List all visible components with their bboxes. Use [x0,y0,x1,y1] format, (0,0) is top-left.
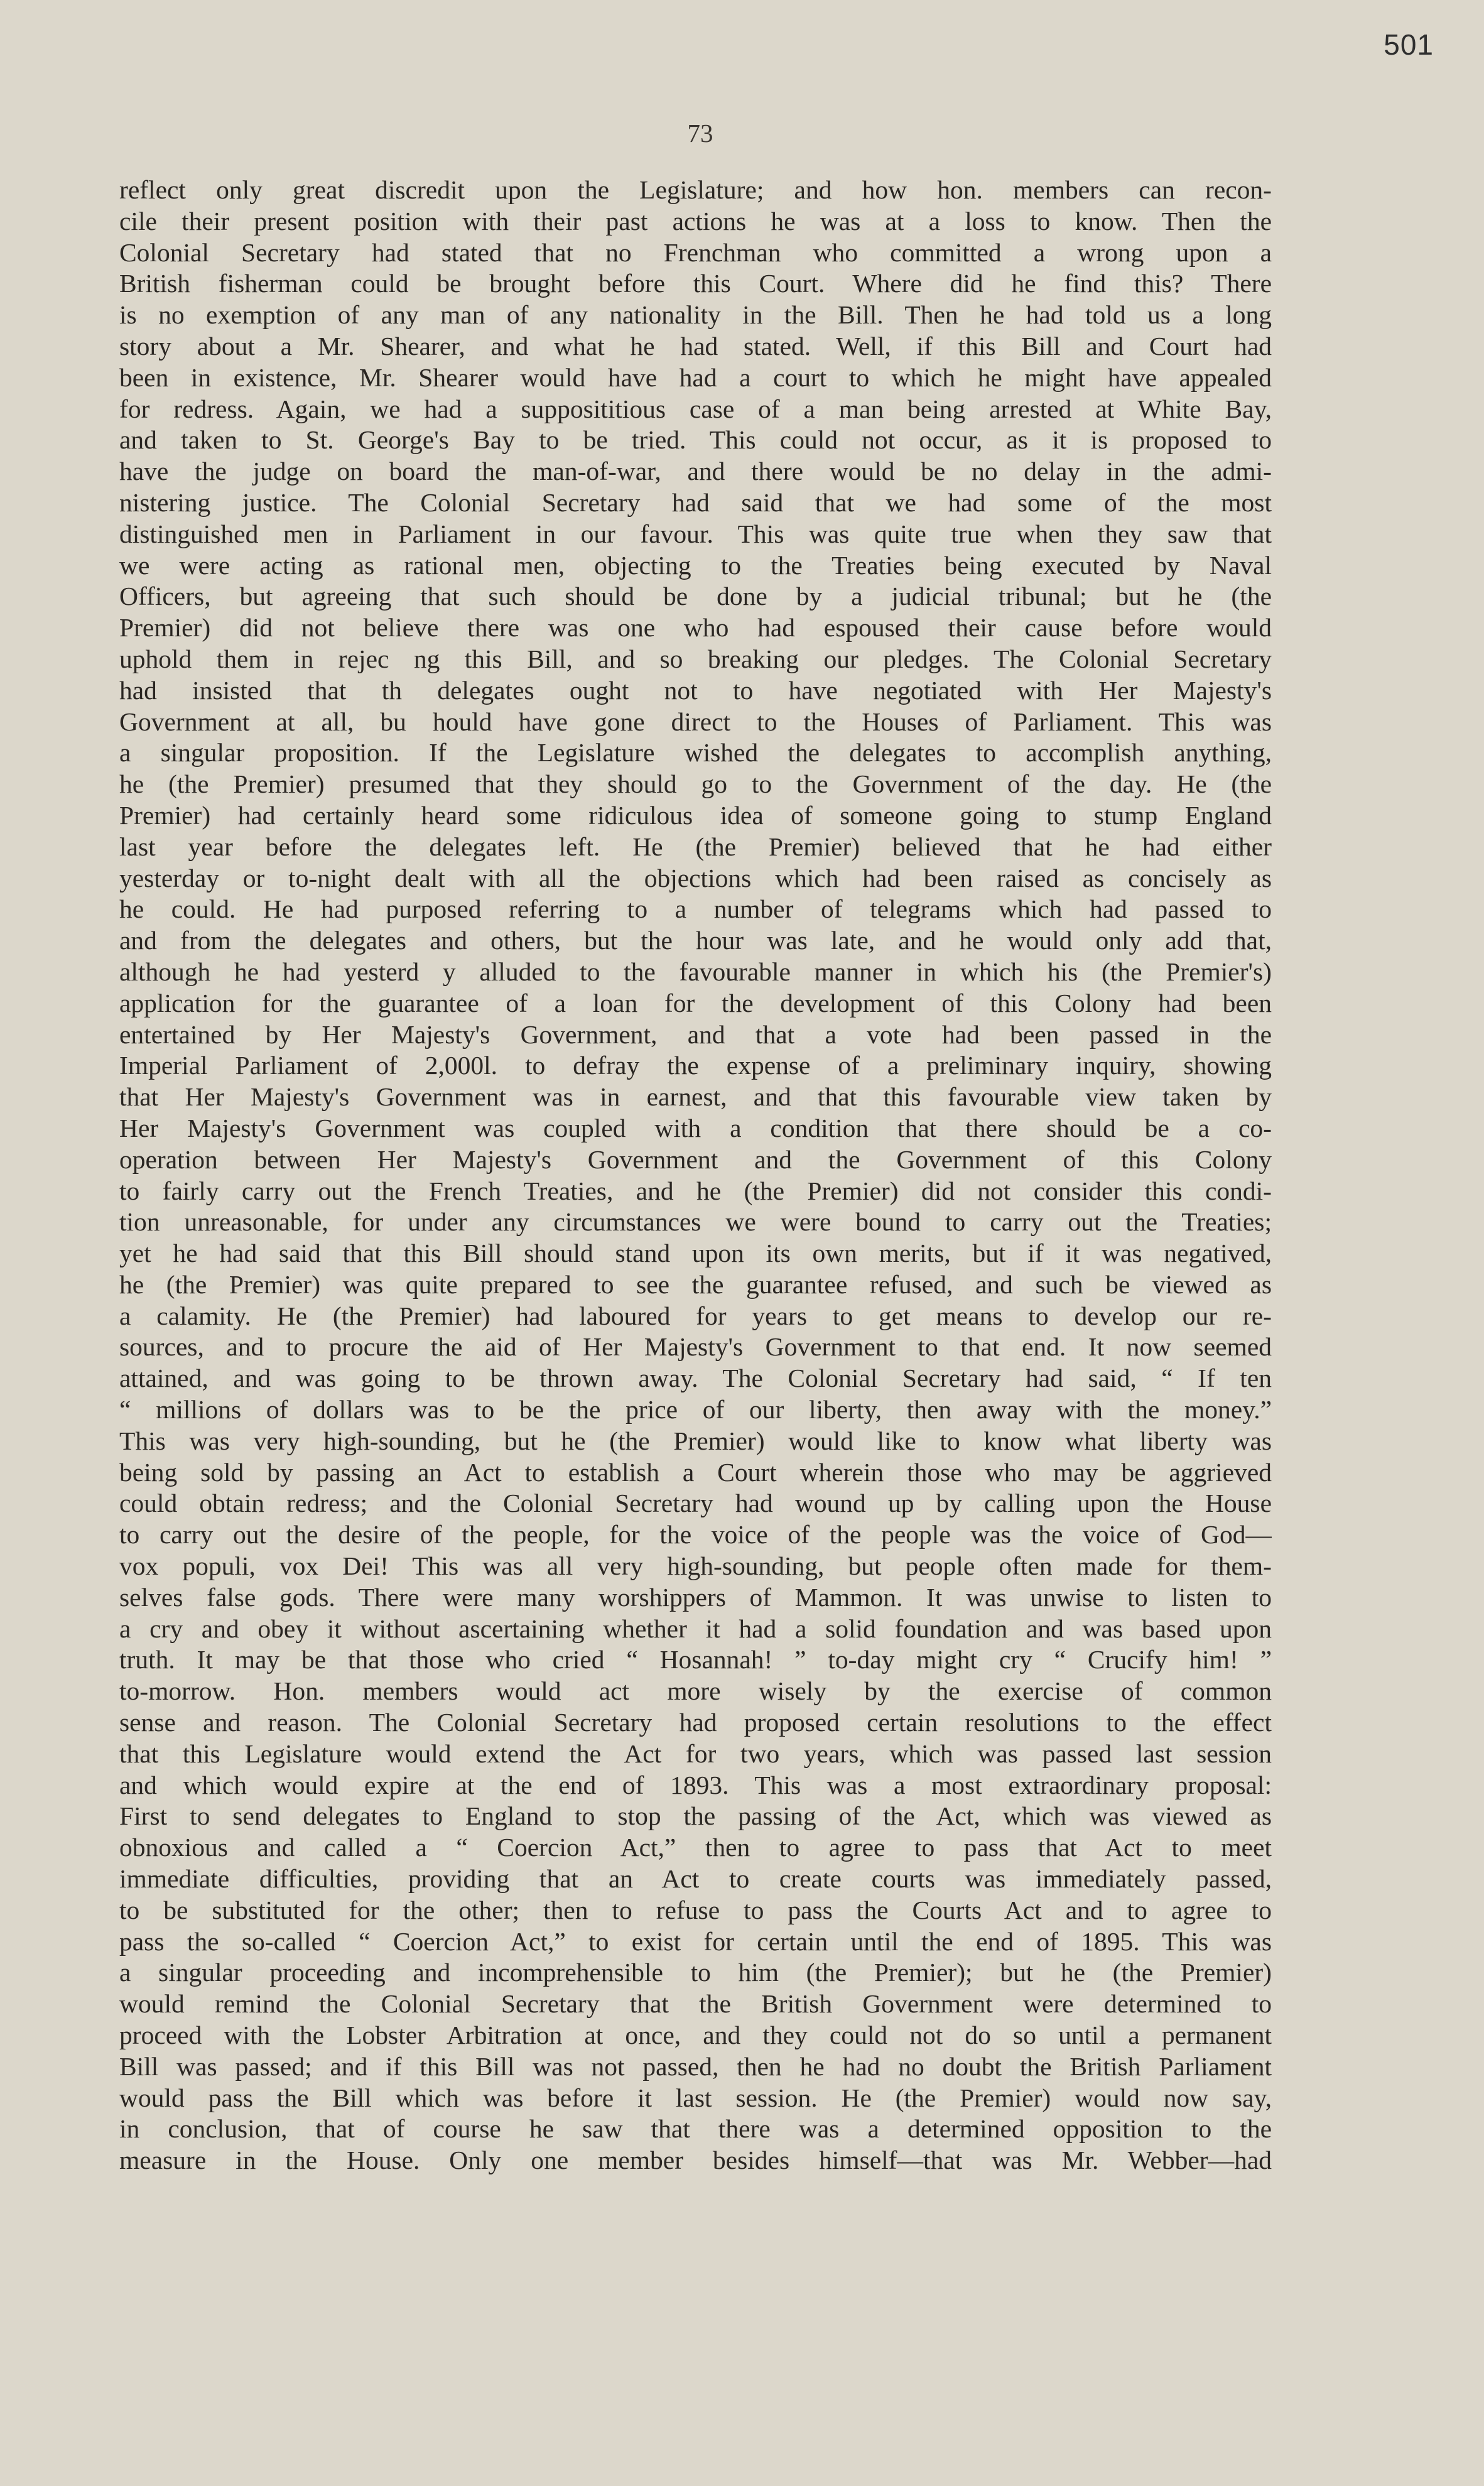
text-line: although he had yesterd y alluded to the favourable manner in which his (the Premier's) [119,957,1272,986]
text-line: that Her Majesty's Government was in earnest, and that this favourable view taken by [119,1082,1272,1112]
text-line: nistering justice. The Colonial Secretary had said that we had some of the most [119,487,1272,517]
text-line: obnoxious and called a “ Coercion Act,” then to agree to pass that Act to meet [119,1833,1272,1862]
text-line: measure in the House. Only one member besides himself—that was Mr. Webber—had [119,2146,1272,2175]
text-line: attained, and was going to be thrown away. The Colonial Secretary had said, “ If ten [119,1364,1272,1393]
text-line: Government at all, bu hould have gone direct to the Houses of Parliament. This was [119,707,1272,736]
text-line: British fisherman could be brought before this Court. Where did he find this? There [119,269,1272,298]
text-line: Colonial Secretary had stated that no Frenchman who committed a wrong upon a [119,237,1272,267]
text-line: This was very high-sounding, but he (the Premier) would like to know what liberty was [119,1426,1272,1455]
text-line: and which would expire at the end of 1893. This was a most extraordinary proposal: [119,1770,1272,1799]
text-line: he (the Premier) was quite prepared to see the guarantee refused, and such be viewed as [119,1269,1272,1299]
text-line: tion unreasonable, for under any circumstances we were bound to carry out the Treaties; [119,1207,1272,1237]
text-line: yet he had said that this Bill should stand upon its own merits, but if it was negatived, [119,1239,1272,1268]
text-line: is no exemption of any man of any nationality in the Bill. Then he had told us a long [119,300,1272,330]
text-line: application for the guarantee of a loan for the development of this Colony had been [119,988,1272,1018]
text-line: distinguished men in Parliament in our favour. This was quite true when they saw that [119,519,1272,548]
text-line: in conclusion, that of course he saw that there was a determined opposition to the [119,2114,1272,2144]
text-line: truth. It may be that those who cried “ Hosannah! ” to-day might cry “ Crucify him! ” [119,1645,1272,1675]
text-line: sources, and to procure the aid of Her Majesty's Government to that end. It now seemed [119,1332,1272,1362]
text-line: “ millions of dollars was to be the price of our liberty, then away with the money.” [119,1395,1272,1425]
text-line: entertained by Her Majesty's Government, and that a vote had been passed in the [119,1019,1272,1049]
text-line: last year before the delegates left. He (the Premier) believed that he had either [119,832,1272,861]
text-line: cile their present position with their past actions he was at a loss to know. Then the [119,206,1272,236]
text-line: vox populi, vox Dei! This was all very high-sounding, but people often made for them- [119,1551,1272,1581]
text-line: sense and reason. The Colonial Secretary had proposed certain resolutions to the effect [119,1708,1272,1737]
text-line: operation between Her Majesty's Government and the Government of this Colony [119,1144,1272,1174]
text-line: had insisted that th delegates ought not to have negotiated with Her Majesty's [119,675,1272,705]
text-line: a singular proposition. If the Legislature wished the delegates to accomplish anything, [119,738,1272,768]
text-line: reflect only great discredit upon the Legislature; and how hon. members can recon- [119,175,1272,204]
text-line: a calamity. He (the Premier) had laboured for years to get means to develop our re- [119,1301,1272,1330]
text-line: Premier) had certainly heard some ridiculous idea of someone going to stump England [119,800,1272,830]
text-line: for redress. Again, we had a supposititious case of a man being arrested at White Bay, [119,394,1272,423]
text-line: immediate difficulties, providing that an Act to create courts was immediately passed, [119,1864,1272,1894]
text-line: Her Majesty's Government was coupled with a condition that there should be a co- [119,1113,1272,1143]
text-line: a singular proceeding and incomprehensible to him (the Premier); but he (the Premier) [119,1958,1272,1987]
text-line: yesterday or to-night dealt with all the objections which had been raised as concisely as [119,863,1272,893]
text-line: Premier) did not believe there was one who had espoused their cause before would [119,613,1272,643]
text-line: a cry and obey it without ascertaining whether it had a solid foundation and was based upon [119,1614,1272,1643]
text-line: could obtain redress; and the Colonial Secretary had wound up by calling upon the House [119,1489,1272,1518]
text-line: story about a Mr. Shearer, and what he had stated. Well, if this Bill and Court had [119,331,1272,361]
text-line: Bill was passed; and if this Bill was not passed, then he had no doubt the British Parliament [119,2051,1272,2081]
body-text [119,175,1272,2176]
text-line: Officers, but agreeing that such should be done by a judicial tribunal; but he (the [119,582,1272,611]
text-line: have the judge on board the man-of-war, and there would be no delay in the admi- [119,457,1272,486]
text-line: been in existence, Mr. Shearer would have had a court to which he might have appealed [119,362,1272,392]
text-line: proceed with the Lobster Arbitration at once, and they could not do so until a permanent [119,2021,1272,2050]
text-line: he (the Premier) presumed that they should go to the Government of the day. He (the [119,769,1272,799]
text-line: Imperial Parliament of 2,000l. to defray the expense of a preliminary inquiry, showing [119,1051,1272,1080]
text-line: uphold them in rejec ng this Bill, and so breaking our pledges. The Colonial Secretary [119,644,1272,673]
text-line: pass the so-called “ Coercion Act,” to exist for certain until the end of 1895. This was [119,1926,1272,1956]
text-line: we were acting as rational men, objecting to the Treaties being executed by Naval [119,550,1272,580]
text-line: to fairly carry out the French Treaties, and he (the Premier) did not consider this condi- [119,1176,1272,1205]
text-line: and from the delegates and others, but the hour was late, and he would only add that, [119,926,1272,955]
text-line: and taken to St. George's Bay to be tried. This could not occur, as it is proposed to [119,425,1272,455]
text-line: selves false gods. There were many worshippers of Mammon. It was unwise to listen to [119,1582,1272,1612]
text-line: he could. He had purposed referring to a number of telegrams which had passed to [119,894,1272,924]
page-number: 73 [687,119,713,148]
text-line: would remind the Colonial Secretary that the British Government were determined to [119,1989,1272,2019]
text-line: being sold by passing an Act to establish a Court wherein those who may be aggrieved [119,1457,1272,1487]
text-line: that this Legislature would extend the Act for two years, which was passed last session [119,1739,1272,1768]
text-line: would pass the Bill which was before it last session. He (the Premier) would now say, [119,2083,1272,2112]
text-line: First to send delegates to England to stop the passing of the Act, which was viewed as [119,1801,1272,1831]
text-line: to be substituted for the other; then to refuse to pass the Courts Act and to agree to [119,1895,1272,1924]
stamp-number: 501 [1384,28,1434,61]
text-line: to carry out the desire of the people, for the voice of the people was the voice of God— [119,1520,1272,1550]
text-line: to-morrow. Hon. members would act more wisely by the exercise of common [119,1676,1272,1706]
